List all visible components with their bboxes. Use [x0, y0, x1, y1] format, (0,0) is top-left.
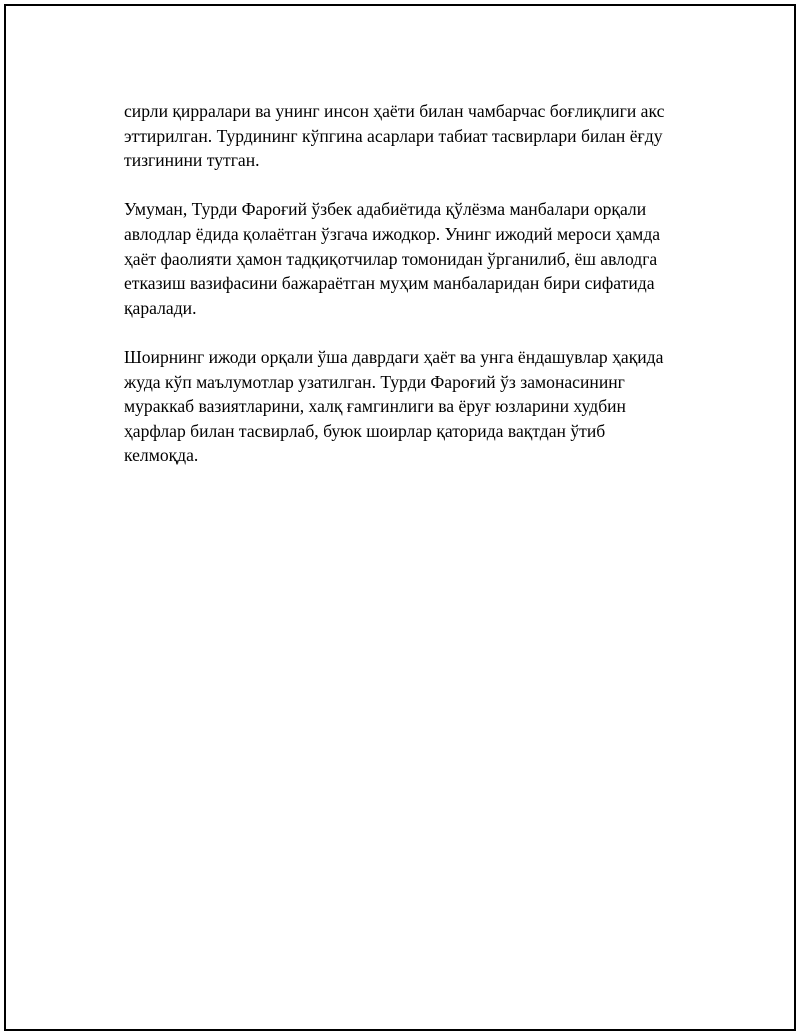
paragraph-2: [124, 197, 704, 320]
text-line: тизгинини тутган.: [124, 150, 260, 171]
text-line: ҳаёт фаолияти ҳамон тадқиқотчилар томонидан ўрганилиб, ёш авлодга: [124, 248, 658, 269]
text-line: ҳарфлар билан тасвирлаб, буюк шоирлар қаторида вақтдан ўтиб: [124, 420, 606, 441]
text-line: мураккаб вазиятларини, халқ ғамгинлиги ва ёруғ юзларини худбин: [124, 396, 626, 417]
text-line: жуда кўп маълумотлар узатилган. Турди Фароғий ўз замонасининг: [124, 371, 625, 392]
text-line: эттирилган. Турдининг кўпгина асарлари табиат тасвирлари билан ёғду: [124, 125, 663, 146]
document-body: [124, 99, 704, 493]
text-line: қаралади.: [124, 297, 197, 318]
text-line: Умуман, Турди Фароғий ўзбек адабиётида қўлёзма манбалари орқали: [124, 199, 647, 220]
text-line: келмоқда.: [124, 445, 199, 466]
paragraph-3: [124, 345, 704, 468]
text-line: сирли қирралари ва унинг инсон ҳаёти билан чамбарчас боғлиқлиги акс: [124, 101, 665, 121]
text-line: етказиш вазифасини бажараётган муҳим манбаларидан бири сифатида: [124, 273, 655, 294]
text-line: Шоирнинг ижоди орқали ўша даврдаги ҳаёт ва унга ёндашувлар ҳақида: [124, 346, 664, 367]
text-line: авлодлар ёдида қолаётган ўзгача ижодкор. Унинг ижодий мероси ҳамда: [124, 223, 661, 244]
paragraph-1: [124, 99, 704, 173]
page-frame: [4, 4, 796, 1031]
